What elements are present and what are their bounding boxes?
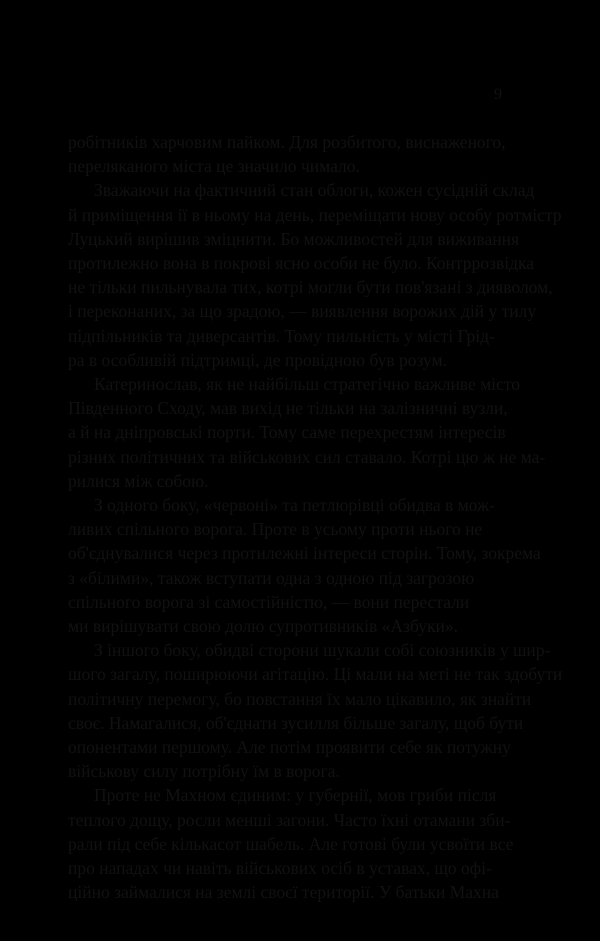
text-line: ра в особливій підтримці, де провідною був розум. <box>68 349 447 370</box>
paragraph-4 <box>68 493 541 638</box>
text-line: рали під себе кількасот шабель. Але готові були усвоїти все <box>68 833 514 854</box>
page-number: 9 <box>494 86 502 103</box>
text-line: спільного ворога зі самостійністю, — вони перестали <box>68 591 470 612</box>
text-line: об'єднувалися через протилежні інтереси сторін. Тому, зокрема <box>68 543 541 564</box>
text-line: З іншого боку, обидві сторони шукали собі союзників у шир- <box>94 640 551 661</box>
text-line: Луцький вирішив зміцнити. Бо можливостей для виживання <box>68 228 520 249</box>
text-line: політичну перемогу, бо повстання їх мало цікавило, як знайти <box>68 688 532 709</box>
text-line: робітників харчовим пайком. Для розбитого, виснаженого, <box>68 132 506 152</box>
text-line: опонентами першому. Але потім проявити себе як потужну <box>68 737 511 758</box>
text-line: рилися між собою. <box>68 470 209 491</box>
text-line: не тільки пильнувала тих, котрі могли бути пов'язані з дияволом, <box>68 277 553 298</box>
paragraph-5 <box>68 638 563 783</box>
text-body <box>68 130 563 905</box>
text-line: шого загалу, поширюючи агітацію. Ці мали на меті не так здобути <box>68 664 563 685</box>
text-line: і переконаних, за що зрадою, — виявлення ворожих дій у тилу <box>68 301 537 322</box>
paragraph-6 <box>68 783 514 904</box>
text-line: протилежно вона в покрові ясно особи не було. Контррозвідка <box>68 253 534 274</box>
text-line: різних політичних та військових сил ставало. Котрі цю ж не ма- <box>68 446 546 467</box>
text-line: ливих спільного ворога. Проте в усьому проти нього не <box>68 519 483 540</box>
text-line: про нападах чи навіть військових осіб в уставах, що офі- <box>68 858 492 879</box>
text-line: Проте не Махном єдиним: у губернії, мов гриби після <box>94 785 497 806</box>
text-line: Катеринослав, як не найбільш стратегічно важливе місто <box>94 374 520 395</box>
text-line: підпільників та диверсантів. Тому пильність у місті Грід- <box>68 325 495 346</box>
text-line: ми вирішувати свою долю супротивників «Азбуки». <box>68 616 458 637</box>
text-line: а й на дніпровські порти. Тому саме перехрестям інтересів <box>68 422 506 443</box>
text-line: ційно займалися на землі своєї території. У батьки Махна <box>68 882 499 903</box>
paragraph-1 <box>68 130 506 178</box>
text-line: військову силу потрібну їм в ворога. <box>68 761 340 782</box>
text-line: Зважаючи на фактичний стан облоги, кожен сусідній склад <box>94 180 535 201</box>
paragraph-2 <box>68 178 562 372</box>
paragraph-3 <box>68 372 546 493</box>
text-line: з «білими», також вступати одна з одною під загрозою <box>68 567 475 588</box>
text-line: Південного Сходу, мав вихід не тільки на залізничні вузли, <box>68 398 508 419</box>
text-line: З одного боку, «червоні» та петлюрівці обидва в мож- <box>94 495 495 516</box>
text-line: переляканого міста це значило чимало. <box>68 156 360 177</box>
text-line: своє. Намагалися, об'єднати зусилля більше загалу, щоб бути <box>68 712 524 733</box>
text-line: й приміщення ії в ньому на день, переміщати нову особу ротмістр <box>68 204 562 225</box>
text-line: теплого дощу, росли менші загони. Часто їхні отамани зби- <box>68 809 511 830</box>
